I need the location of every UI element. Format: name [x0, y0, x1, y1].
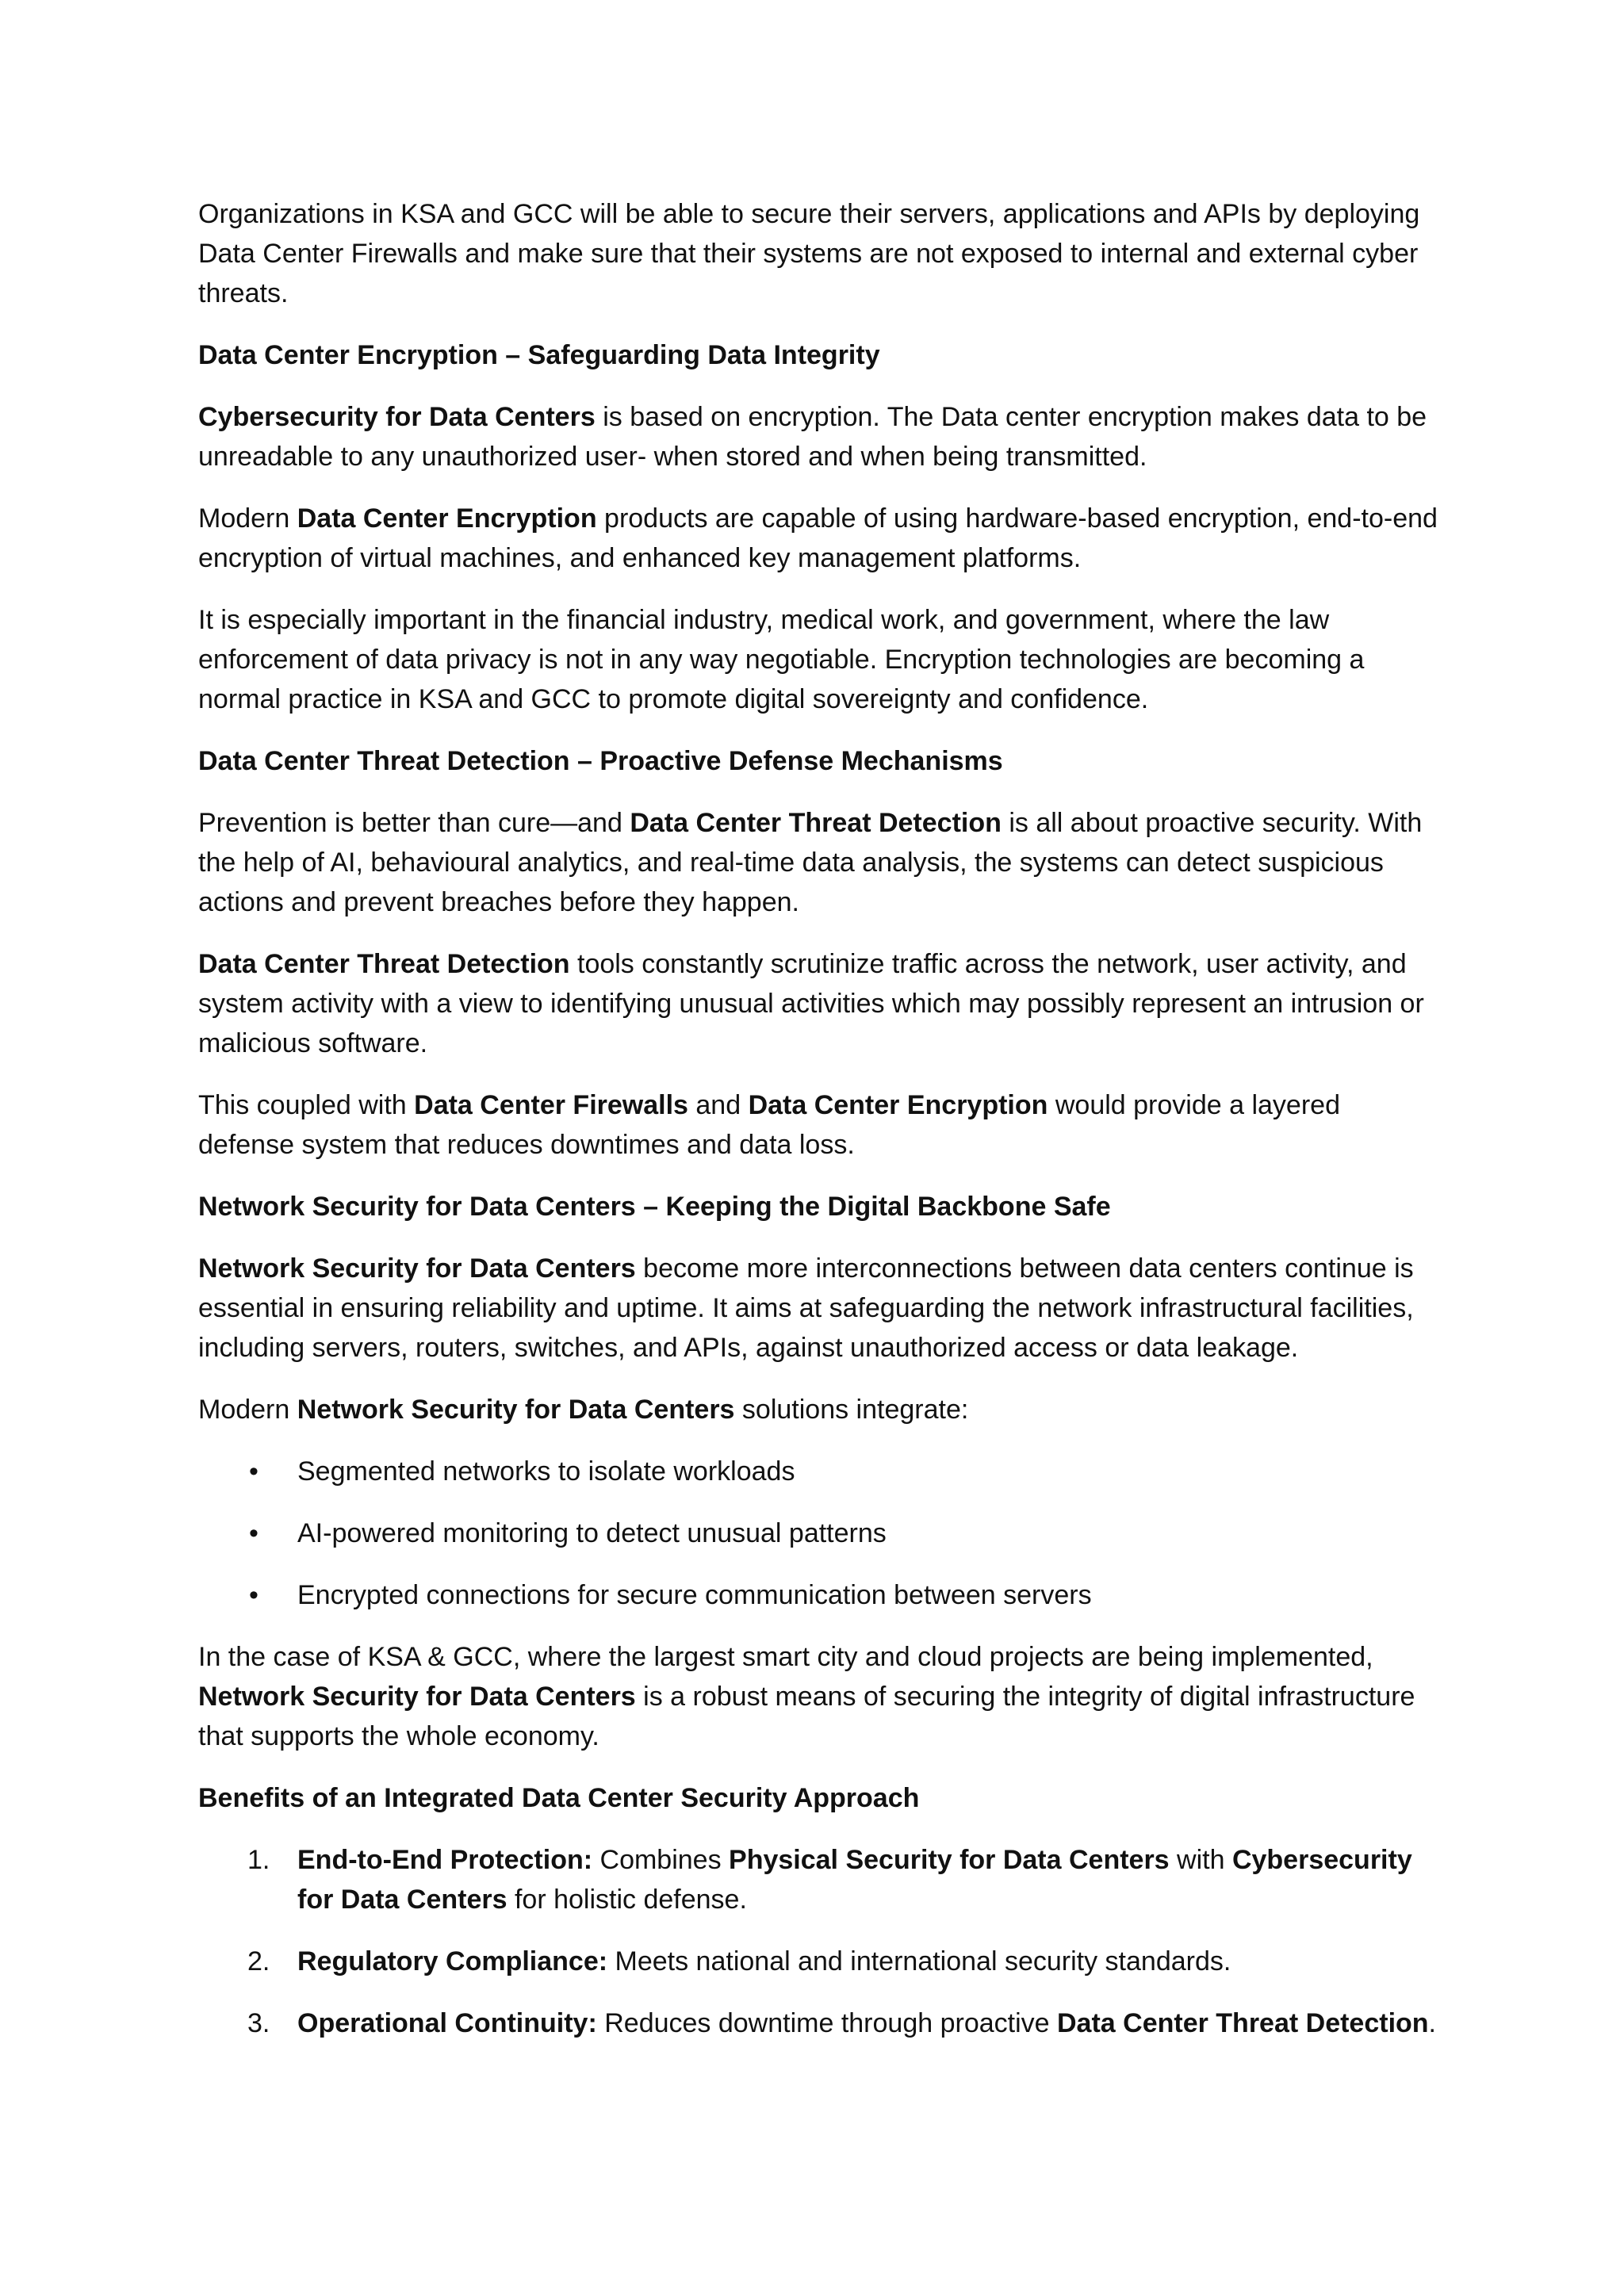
bold-term: Physical Security for Data Centers — [729, 1845, 1170, 1875]
paragraph-text: solutions integrate: — [734, 1395, 969, 1425]
heading-benefits: Benefits of an Integrated Data Center Security Approach — [198, 1783, 920, 1813]
paragraph-text: tools constantly scrutinize traffic across the network, user activity, and system activity with a view to identifying unusual activities which may possibly represent an intrusion or malicious software. — [198, 949, 1424, 1058]
bold-term: Cybersecurity for Data Centers — [297, 1845, 1412, 1915]
bold-term: Data Center Encryption — [748, 1090, 1048, 1120]
bold-term: Network Security for Data Centers — [297, 1395, 735, 1425]
bullet-list — [198, 1452, 1443, 1615]
list-item — [198, 1942, 1443, 1981]
network-paragraph-2 — [198, 1390, 1443, 1429]
paragraph-text: would provide a layered defense system that reduces downtimes and data loss. — [198, 1090, 1340, 1160]
list-number: 1. — [247, 1845, 270, 1875]
bold-term: Data Center Threat Detection — [630, 808, 1002, 838]
heading-encryption: Data Center Encryption – Safeguarding Data Integrity — [198, 340, 880, 370]
paragraph-text: and — [688, 1090, 749, 1120]
benefits-list — [198, 1840, 1443, 2043]
list-item — [198, 2003, 1443, 2043]
intro-text: Organizations in KSA and GCC will be able to secure their servers, applications and APIs by deploying Data Center Firewalls and make sure that their systems are not exposed to internal and external cyber threats. — [198, 199, 1420, 308]
list-item — [198, 1840, 1443, 1919]
bold-term: Data Center Threat Detection — [1057, 2008, 1429, 2038]
list-number: 3. — [247, 2008, 270, 2038]
list-item — [198, 1452, 1443, 1491]
threat-paragraph-3 — [198, 1085, 1443, 1165]
list-item-text: Reduces downtime through proactive — [596, 2008, 1057, 2038]
list-item — [198, 1575, 1443, 1615]
paragraph-text: This coupled with — [198, 1090, 415, 1120]
list-item-text: . — [1428, 2008, 1436, 2038]
bold-term: Network Security for Data Centers — [198, 1253, 636, 1284]
network-paragraph-3 — [198, 1637, 1443, 1756]
bold-term: Operational Continuity: — [297, 2008, 597, 2038]
bold-term: Regulatory Compliance: — [297, 1946, 608, 1976]
bold-term: Data Center Threat Detection — [198, 949, 570, 979]
bullet-icon: • — [249, 1518, 259, 1548]
bullet-icon: • — [249, 1580, 259, 1610]
bullet-icon: • — [249, 1456, 259, 1487]
bold-term: Network Security for Data Centers — [198, 1682, 636, 1712]
bold-term: Cybersecurity for Data Centers — [198, 402, 596, 432]
list-number: 2. — [247, 1946, 270, 1976]
list-item-text: Encrypted connections for secure communication between servers — [297, 1580, 1092, 1610]
intro-paragraph — [198, 194, 1443, 313]
paragraph-text: Prevention is better than cure—and — [198, 808, 630, 838]
paragraph-text: products are capable of using hardware-based encryption, end-to-end encryption of virtual machines, and enhanced key management platforms. — [198, 503, 1438, 573]
heading-threat-detection: Data Center Threat Detection – Proactive Defense Mechanisms — [198, 746, 1003, 776]
bold-term: Data Center Encryption — [297, 503, 597, 534]
list-item-text: for holistic defense. — [507, 1885, 747, 1915]
paragraph-text: become more interconnections between data centers continue is essential in ensuring reliability and uptime. It aims at safeguarding the network infrastructural facilities, including servers, routers, switches, and APIs, against unauthorized access or data leakage. — [198, 1253, 1414, 1363]
encryption-paragraph-2 — [198, 499, 1443, 578]
network-paragraph-1 — [198, 1249, 1443, 1368]
list-item-text: Combines — [592, 1845, 730, 1875]
bold-term: End-to-End Protection: — [297, 1845, 593, 1875]
encryption-paragraph-1 — [198, 397, 1443, 476]
paragraph-text: is a robust means of securing the integrity of digital infrastructure that supports the whole economy. — [198, 1682, 1415, 1751]
paragraph-text: It is especially important in the financial industry, medical work, and government, where the law enforcement of data privacy is not in any way negotiable. Encryption technologies are becoming a normal practice in KSA and GCC to promote digital sovereignty and confidence. — [198, 605, 1365, 714]
paragraph-text: In the case of KSA & GCC, where the largest smart city and cloud projects are being implemented, — [198, 1642, 1373, 1672]
heading-network-security: Network Security for Data Centers – Keeping the Digital Backbone Safe — [198, 1192, 1111, 1222]
list-item-text: AI-powered monitoring to detect unusual patterns — [297, 1518, 887, 1548]
paragraph-text: Modern — [198, 503, 297, 534]
threat-paragraph-1 — [198, 803, 1443, 922]
bold-term: Data Center Firewalls — [414, 1090, 688, 1120]
paragraph-text: is based on encryption. The Data center encryption makes data to be unreadable to any unauthorized user- when stored and when being transmitted. — [198, 402, 1427, 472]
list-item — [198, 1513, 1443, 1553]
list-item-text: Meets national and international security standards. — [607, 1946, 1231, 1976]
encryption-paragraph-3 — [198, 600, 1443, 719]
document-page — [198, 194, 1443, 2065]
threat-paragraph-2 — [198, 944, 1443, 1063]
paragraph-text: Modern — [198, 1395, 297, 1425]
list-item-text: with — [1169, 1845, 1232, 1875]
paragraph-text: is all about proactive security. With the help of AI, behavioural analytics, and real-time data analysis, the systems can detect suspicious actions and prevent breaches before they happen. — [198, 808, 1423, 917]
list-item-text: Segmented networks to isolate workloads — [297, 1456, 795, 1487]
